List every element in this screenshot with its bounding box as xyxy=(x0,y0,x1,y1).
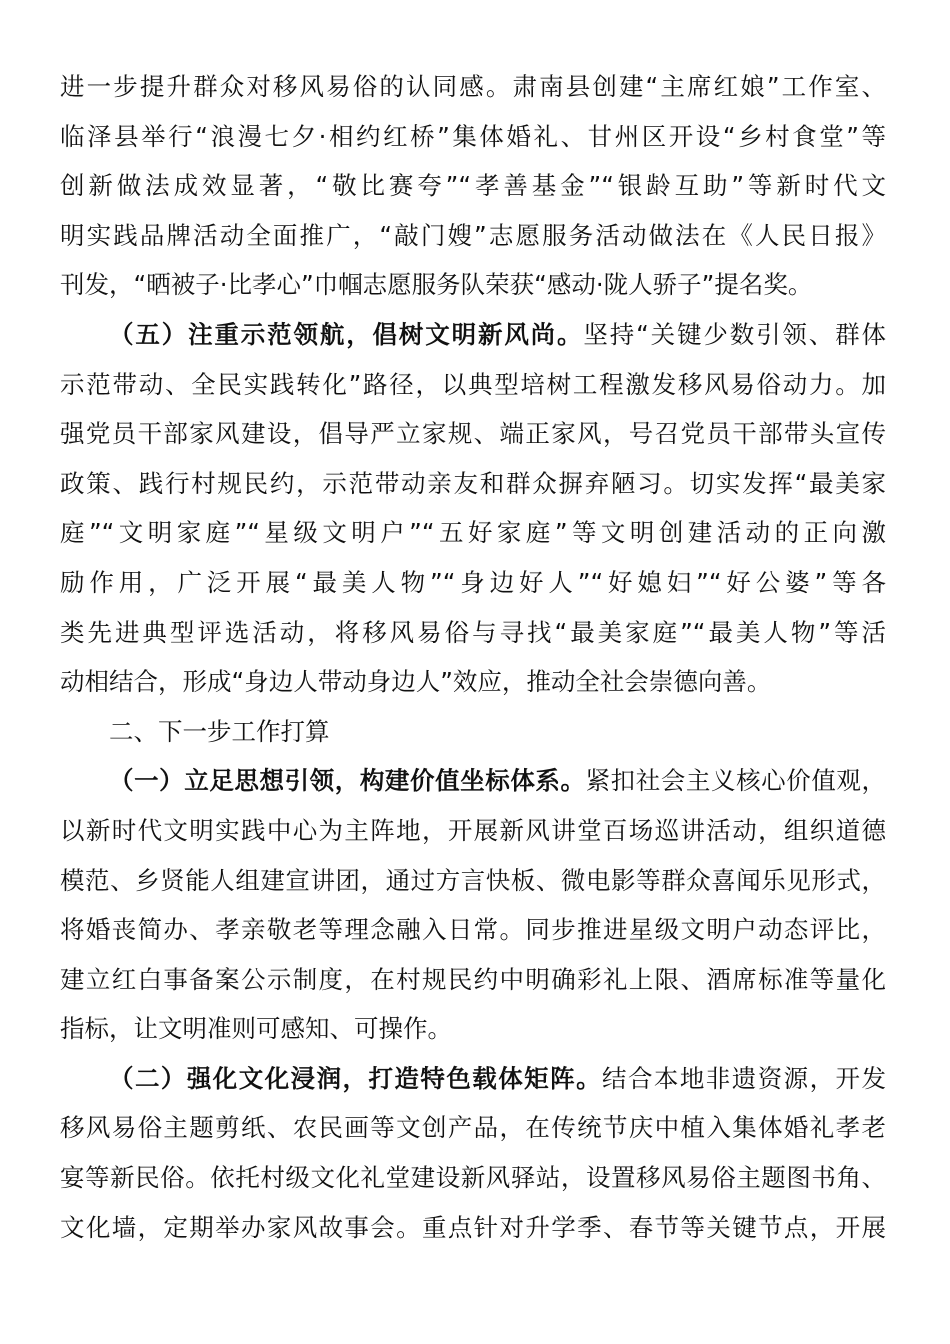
text-line: 将婚丧简办、孝亲敬老等理念融入日常。同步推进星级文明户动态评比， xyxy=(60,915,886,945)
section-2-2-first-line-text: 结合本地非遗资源，开发 xyxy=(602,1063,886,1093)
text-line: 创新做法成效显著，“敬比赛夸”“孝善基金”“银龄互助”等新时代文 xyxy=(60,171,886,201)
text-line: 动相结合，形成“身边人带动身边人”效应，推动全社会崇德向善。 xyxy=(60,667,772,697)
text-line: 临泽县举行“浪漫七夕·相约红桥”集体婚礼、甘州区开设“乡村食堂”等 xyxy=(60,121,886,151)
text-line: 政策、践行村规民约，示范带动亲友和群众摒弃陋习。切实发挥“最美家 xyxy=(60,468,886,498)
text-line: 示范带动、全民实践转化”路径，以典型培树工程激发移风易俗动力。加 xyxy=(60,369,886,399)
section-2-2-first-line xyxy=(60,1054,886,1104)
text-line: 庭”“文明家庭”“星级文明户”“五好家庭”等文明创建活动的正向激 xyxy=(60,518,886,548)
section-five-first-line-text: 坚持“关键少数引领、群体 xyxy=(583,319,886,349)
section-five-heading: （五）注重示范领航，倡树文明新风尚。 xyxy=(109,319,584,349)
section-five-first-line xyxy=(60,310,886,360)
section-2-2-heading: （二）强化文化浸润，打造特色载体矩阵。 xyxy=(109,1063,603,1093)
section-2-1-first-line xyxy=(60,756,886,806)
paragraph-continuation xyxy=(60,62,886,310)
section-2-1 xyxy=(60,756,886,1054)
section-2-2 xyxy=(60,1054,886,1252)
section-five xyxy=(60,310,886,707)
text-line: 建立红白事备案公示制度，在村规民约中明确彩礼上限、酒席标准等量化 xyxy=(60,964,886,994)
text-line: 文化墙，定期举办家风故事会。重点针对升学季、春节等关键节点，开展 xyxy=(60,1212,886,1242)
text-line: 宴等新民俗。依托村级文化礼堂建设新风驿站，设置移风易俗主题图书角、 xyxy=(60,1163,886,1193)
text-line: 模范、乡贤能人组建宣讲团，通过方言快板、微电影等群众喜闻乐见形式， xyxy=(60,865,886,895)
text-line: 刊发，“晒被子·比孝心”巾帼志愿服务队荣获“感动·陇人骄子”提名奖。 xyxy=(60,270,813,300)
text-line: 以新时代文明实践中心为主阵地，开展新风讲堂百场巡讲活动，组织道德 xyxy=(60,815,886,845)
section-two-heading: 二、下一步工作打算 xyxy=(109,716,330,746)
section-2-1-first-line-text: 紧扣社会主义核心价值观， xyxy=(585,766,886,796)
text-line: 强党员干部家风建设，倡导严立家规、端正家风，号召党员干部带头宣传 xyxy=(60,419,886,449)
text-line: 明实践品牌活动全面推广，“敲门嫂”志愿服务活动做法在《人民日报》 xyxy=(60,220,886,250)
section-2-1-heading: （一）立足思想引领，构建价值坐标体系。 xyxy=(109,766,586,796)
text-line: 进一步提升群众对移风易俗的认同感。肃南县创建“主席红娘”工作室、 xyxy=(60,72,886,101)
text-line: 类先进典型评选活动，将移风易俗与寻找“最美家庭”“最美人物”等活 xyxy=(60,617,886,647)
text-line: 指标，让文明准则可感知、可操作。 xyxy=(60,1014,452,1044)
text-line: 励作用，广泛开展“最美人物”“身边好人”“好媳妇”“好公婆”等各 xyxy=(60,567,886,597)
text-line: 移风易俗主题剪纸、农民画等文创产品，在传统节庆中植入集体婚礼孝老 xyxy=(60,1113,886,1143)
